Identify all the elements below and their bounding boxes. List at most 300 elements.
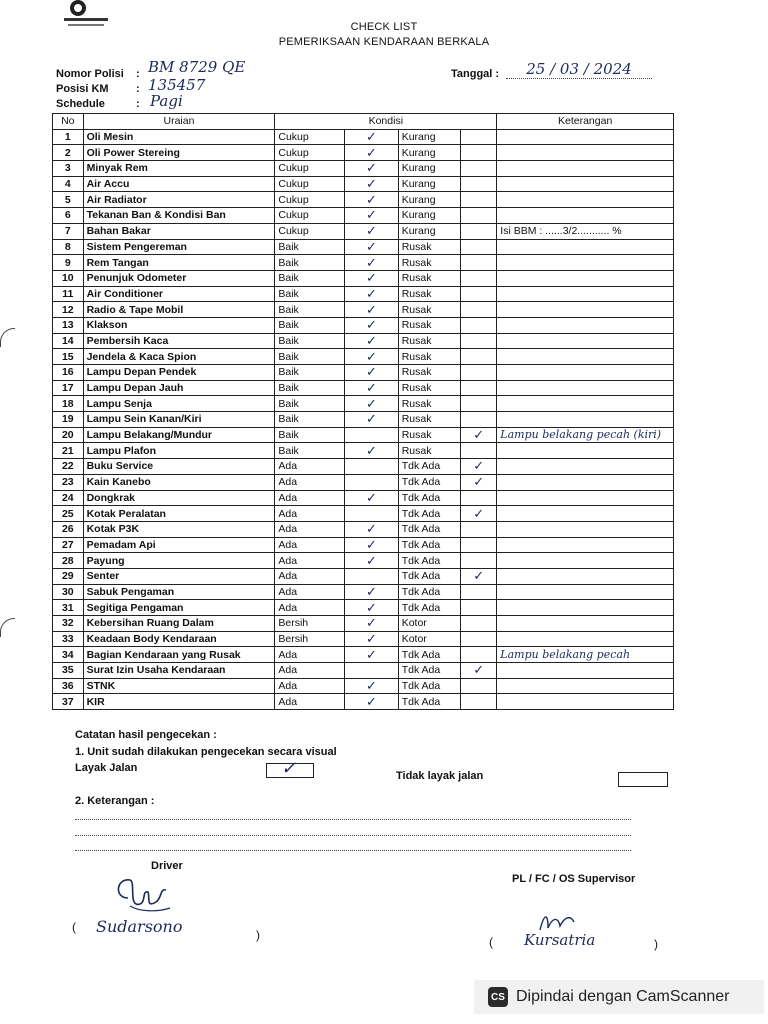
row-bad-label: Tdk Ada [398, 694, 460, 710]
row-bad-label: Tdk Ada [398, 537, 460, 553]
row-bad-check[interactable] [461, 270, 497, 286]
row-keterangan [497, 349, 674, 365]
table-row [53, 553, 674, 569]
driver-close-paren: ) [256, 928, 260, 942]
row-number: 15 [53, 349, 84, 365]
posisi-km-label: Posisi KM [56, 83, 109, 95]
row-good-check[interactable]: ✓ [345, 239, 399, 255]
row-good-check[interactable]: ✓ [345, 396, 399, 412]
camscanner-watermark [474, 980, 764, 1014]
table-row [53, 208, 674, 224]
table-row [53, 584, 674, 600]
row-item: Air Accu [83, 176, 275, 192]
row-bad-label: Rusak [398, 286, 460, 302]
row-bad-check[interactable] [461, 521, 497, 537]
row-good-check[interactable]: ✓ [345, 537, 399, 553]
row-number: 24 [53, 490, 84, 506]
table-row [53, 176, 674, 192]
row-bad-check[interactable] [461, 161, 497, 177]
row-bad-label: Tdk Ada [398, 553, 460, 569]
row-item: Sistem Pengereman [83, 239, 275, 255]
row-good-check[interactable]: ✓ [345, 333, 399, 349]
row-bad-label: Kurang [398, 208, 460, 224]
row-good-label: Baik [275, 302, 345, 318]
row-keterangan [497, 286, 674, 302]
row-bad-check[interactable]: ✓ [461, 663, 497, 679]
row-good-check[interactable]: ✓ [345, 270, 399, 286]
row-number: 32 [53, 616, 84, 632]
punch-mark-top [0, 328, 15, 347]
row-bad-label: Tdk Ada [398, 459, 460, 475]
table-row [53, 521, 674, 537]
row-good-check[interactable]: ✓ [345, 145, 399, 161]
table-row [53, 396, 674, 412]
row-bad-label: Rusak [398, 302, 460, 318]
schedule-label: Schedule [56, 98, 105, 110]
table-row [53, 365, 674, 381]
row-good-label: Cukup [275, 161, 345, 177]
tanggal-value: 25 / 03 / 2024 [506, 60, 652, 79]
keterangan-line-1 [75, 818, 631, 820]
row-good-check[interactable] [345, 506, 399, 522]
row-keterangan [497, 239, 674, 255]
row-number: 35 [53, 663, 84, 679]
row-good-check[interactable]: ✓ [345, 443, 399, 459]
row-good-check[interactable]: ✓ [345, 616, 399, 632]
row-item: Segitiga Pengaman [83, 600, 275, 616]
row-number: 33 [53, 631, 84, 647]
table-row [53, 129, 674, 145]
supervisor-label: PL / FC / OS Supervisor [512, 873, 636, 885]
row-bad-check[interactable] [461, 443, 497, 459]
row-good-label: Ada [275, 459, 345, 475]
row-bad-label: Kurang [398, 176, 460, 192]
table-row [53, 145, 674, 161]
row-bad-label: Kurang [398, 223, 460, 239]
tidak-layak-checkbox[interactable] [618, 772, 668, 787]
row-bad-label: Rusak [398, 255, 460, 271]
row-number: 1 [53, 129, 84, 145]
row-bad-label: Tdk Ada [398, 474, 460, 490]
row-number: 20 [53, 427, 84, 443]
row-bad-check[interactable] [461, 145, 497, 161]
row-keterangan [497, 694, 674, 710]
row-bad-check[interactable] [461, 412, 497, 428]
row-number: 28 [53, 553, 84, 569]
row-item: Sabuk Pengaman [83, 584, 275, 600]
row-bad-label: Rusak [398, 270, 460, 286]
row-bad-check[interactable] [461, 694, 497, 710]
schedule-colon: : [136, 98, 140, 110]
row-keterangan [497, 380, 674, 396]
checklist-table [52, 113, 674, 710]
row-good-label: Baik [275, 427, 345, 443]
row-bad-check[interactable] [461, 302, 497, 318]
table-row [53, 474, 674, 490]
row-keterangan [497, 663, 674, 679]
keterangan-label: 2. Keterangan : [75, 795, 155, 807]
row-number: 11 [53, 286, 84, 302]
row-bad-label: Kotor [398, 616, 460, 632]
row-bad-label: Kurang [398, 192, 460, 208]
punch-mark-bottom [0, 618, 15, 637]
row-bad-label: Kotor [398, 631, 460, 647]
table-row [53, 694, 674, 710]
row-keterangan: Lampu belakang pecah (kiri) [497, 427, 674, 443]
table-row [53, 349, 674, 365]
row-good-check[interactable]: ✓ [345, 161, 399, 177]
row-bad-check[interactable] [461, 286, 497, 302]
row-good-check[interactable]: ✓ [345, 412, 399, 428]
posisi-km-value: 135457 [148, 76, 206, 94]
row-number: 17 [53, 380, 84, 396]
row-good-label: Cukup [275, 129, 345, 145]
row-number: 7 [53, 223, 84, 239]
row-keterangan [497, 568, 674, 584]
row-keterangan [497, 396, 674, 412]
row-bad-check[interactable] [461, 647, 497, 663]
row-good-label: Cukup [275, 208, 345, 224]
row-good-check[interactable] [345, 474, 399, 490]
driver-signature-icon [110, 868, 190, 918]
row-number: 6 [53, 208, 84, 224]
row-keterangan [497, 365, 674, 381]
row-item: Air Conditioner [83, 286, 275, 302]
row-bad-label: Rusak [398, 396, 460, 412]
row-bad-label: Kurang [398, 129, 460, 145]
nomor-polisi-label: Nomor Polisi [56, 68, 124, 80]
row-number: 25 [53, 506, 84, 522]
row-good-label: Ada [275, 521, 345, 537]
row-item: Lampu Senja [83, 396, 275, 412]
row-good-label: Ada [275, 568, 345, 584]
row-keterangan [497, 208, 674, 224]
row-good-check[interactable]: ✓ [345, 521, 399, 537]
row-bad-label: Tdk Ada [398, 584, 460, 600]
row-item: Minyak Rem [83, 161, 275, 177]
row-bad-label: Rusak [398, 427, 460, 443]
row-bad-check[interactable]: ✓ [461, 506, 497, 522]
table-row [53, 223, 674, 239]
row-item: Payung [83, 553, 275, 569]
row-good-check[interactable]: ✓ [345, 584, 399, 600]
row-good-label: Ada [275, 694, 345, 710]
row-bad-check[interactable] [461, 349, 497, 365]
row-bad-label: Rusak [398, 333, 460, 349]
row-bad-check[interactable] [461, 223, 497, 239]
row-bad-label: Rusak [398, 365, 460, 381]
row-good-check[interactable] [345, 427, 399, 443]
row-bad-check[interactable] [461, 616, 497, 632]
table-row [53, 270, 674, 286]
row-bad-check[interactable] [461, 129, 497, 145]
row-good-label: Ada [275, 663, 345, 679]
row-item: Dongkrak [83, 490, 275, 506]
row-bad-check[interactable] [461, 333, 497, 349]
row-keterangan [497, 145, 674, 161]
row-good-check[interactable]: ✓ [345, 176, 399, 192]
row-good-check[interactable]: ✓ [345, 317, 399, 333]
header-kondisi: Kondisi [275, 114, 497, 130]
row-number: 16 [53, 365, 84, 381]
row-keterangan [497, 537, 674, 553]
row-bad-check[interactable]: ✓ [461, 427, 497, 443]
row-bad-label: Rusak [398, 412, 460, 428]
row-number: 21 [53, 443, 84, 459]
row-item: Lampu Plafon [83, 443, 275, 459]
row-good-label: Ada [275, 647, 345, 663]
table-header-row [53, 114, 674, 130]
row-bad-check[interactable] [461, 584, 497, 600]
row-good-check[interactable]: ✓ [345, 208, 399, 224]
row-keterangan [497, 176, 674, 192]
row-good-check[interactable] [345, 568, 399, 584]
nomor-polisi-value: BM 8729 QE [148, 58, 246, 76]
row-bad-check[interactable] [461, 192, 497, 208]
row-good-label: Ada [275, 490, 345, 506]
table-row [53, 239, 674, 255]
layak-jalan-checkbox[interactable] [266, 758, 314, 779]
row-bad-check[interactable] [461, 208, 497, 224]
row-good-check[interactable]: ✓ [345, 600, 399, 616]
row-item: Oli Power Stereing [83, 145, 275, 161]
row-bad-check[interactable] [461, 365, 497, 381]
table-row [53, 255, 674, 271]
row-bad-check[interactable]: ✓ [461, 459, 497, 475]
posisi-km-colon: : [136, 83, 140, 95]
row-number: 31 [53, 600, 84, 616]
row-bad-label: Rusak [398, 239, 460, 255]
row-good-label: Baik [275, 255, 345, 271]
row-number: 27 [53, 537, 84, 553]
row-good-check[interactable] [345, 663, 399, 679]
row-good-label: Cukup [275, 145, 345, 161]
row-keterangan [497, 302, 674, 318]
row-item: Kain Kanebo [83, 474, 275, 490]
row-item: Rem Tangan [83, 255, 275, 271]
row-good-check[interactable]: ✓ [345, 490, 399, 506]
table-row [53, 161, 674, 177]
row-number: 19 [53, 412, 84, 428]
table-row [53, 678, 674, 694]
row-number: 12 [53, 302, 84, 318]
driver-name: Sudarsono [96, 917, 183, 936]
row-number: 13 [53, 317, 84, 333]
row-item: Bahan Bakar [83, 223, 275, 239]
row-bad-label: Tdk Ada [398, 506, 460, 522]
table-row [53, 427, 674, 443]
driver-open-paren: ( [72, 920, 76, 934]
row-bad-check[interactable] [461, 176, 497, 192]
row-number: 34 [53, 647, 84, 663]
row-good-check[interactable]: ✓ [345, 349, 399, 365]
row-bad-label: Rusak [398, 443, 460, 459]
row-item: Senter [83, 568, 275, 584]
row-keterangan [497, 255, 674, 271]
row-good-label: Baik [275, 380, 345, 396]
row-number: 23 [53, 474, 84, 490]
row-number: 18 [53, 396, 84, 412]
row-bad-check[interactable]: ✓ [461, 568, 497, 584]
row-bad-label: Kurang [398, 145, 460, 161]
row-bad-check[interactable] [461, 537, 497, 553]
row-bad-check[interactable] [461, 600, 497, 616]
row-good-label: Ada [275, 678, 345, 694]
table-row [53, 506, 674, 522]
table-row [53, 380, 674, 396]
row-bad-label: Rusak [398, 349, 460, 365]
table-row [53, 286, 674, 302]
table-row [53, 443, 674, 459]
row-keterangan [497, 521, 674, 537]
row-bad-label: Tdk Ada [398, 600, 460, 616]
row-item: Radio & Tape Mobil [83, 302, 275, 318]
row-bad-check[interactable] [461, 678, 497, 694]
row-good-check[interactable]: ✓ [345, 192, 399, 208]
row-item: KIR [83, 694, 275, 710]
row-bad-label: Tdk Ada [398, 663, 460, 679]
row-good-check[interactable]: ✓ [345, 694, 399, 710]
row-good-label: Ada [275, 584, 345, 600]
row-keterangan [497, 490, 674, 506]
row-bad-check[interactable] [461, 631, 497, 647]
row-keterangan [497, 161, 674, 177]
row-good-check[interactable]: ✓ [345, 647, 399, 663]
row-item: Oli Mesin [83, 129, 275, 145]
row-good-label: Baik [275, 443, 345, 459]
tanggal-label: Tanggal : [451, 68, 500, 80]
row-number: 8 [53, 239, 84, 255]
table-row [53, 663, 674, 679]
notes-title: Catatan hasil pengecekan : [75, 729, 217, 741]
row-keterangan [497, 317, 674, 333]
row-keterangan: Lampu belakang pecah [497, 647, 674, 663]
row-item: Lampu Sein Kanan/Kiri [83, 412, 275, 428]
row-number: 3 [53, 161, 84, 177]
row-bad-label: Tdk Ada [398, 678, 460, 694]
row-bad-check[interactable] [461, 239, 497, 255]
row-good-label: Baik [275, 412, 345, 428]
row-good-check[interactable]: ✓ [345, 380, 399, 396]
row-good-label: Baik [275, 365, 345, 381]
row-bad-check[interactable] [461, 317, 497, 333]
row-good-label: Ada [275, 553, 345, 569]
row-item: Pembersih Kaca [83, 333, 275, 349]
row-bad-label: Kurang [398, 161, 460, 177]
row-good-label: Baik [275, 270, 345, 286]
row-keterangan [497, 412, 674, 428]
row-good-label: Baik [275, 333, 345, 349]
row-item: Lampu Belakang/Mundur [83, 427, 275, 443]
row-item: Air Radiator [83, 192, 275, 208]
row-keterangan [497, 474, 674, 490]
row-good-label: Ada [275, 474, 345, 490]
row-good-check[interactable]: ✓ [345, 129, 399, 145]
row-item: Surat Izin Usaha Kendaraan [83, 663, 275, 679]
row-item: Klakson [83, 317, 275, 333]
row-good-check[interactable]: ✓ [345, 631, 399, 647]
row-item: Kebersihan Ruang Dalam [83, 616, 275, 632]
row-keterangan: Isi BBM : ......3/2........... % [497, 223, 674, 239]
row-keterangan [497, 553, 674, 569]
row-keterangan [497, 443, 674, 459]
keterangan-line-3 [75, 849, 631, 851]
table-row [53, 490, 674, 506]
title-line-1: CHECK LIST [350, 21, 418, 33]
header-uraian: Uraian [83, 114, 275, 130]
row-bad-label: Tdk Ada [398, 568, 460, 584]
table-row [53, 412, 674, 428]
row-good-label: Cukup [275, 223, 345, 239]
row-number: 9 [53, 255, 84, 271]
table-row [53, 631, 674, 647]
row-bad-check[interactable]: ✓ [461, 474, 497, 490]
layak-jalan-check: ✓ [281, 758, 297, 779]
supervisor-open-paren: ( [489, 935, 493, 949]
row-good-label: Baik [275, 317, 345, 333]
row-bad-check[interactable] [461, 255, 497, 271]
row-good-check[interactable]: ✓ [345, 678, 399, 694]
row-keterangan [497, 600, 674, 616]
row-good-check[interactable]: ✓ [345, 302, 399, 318]
document-title [0, 20, 768, 50]
row-number: 29 [53, 568, 84, 584]
camscanner-text: Dipindai dengan CamScanner [516, 988, 730, 1005]
row-good-check[interactable]: ✓ [345, 553, 399, 569]
row-good-label: Baik [275, 396, 345, 412]
supervisor-close-paren: ) [654, 937, 658, 951]
row-item: Kotak P3K [83, 521, 275, 537]
row-good-check[interactable]: ✓ [345, 223, 399, 239]
row-number: 4 [53, 176, 84, 192]
row-bad-check[interactable] [461, 396, 497, 412]
row-keterangan [497, 506, 674, 522]
row-good-label: Ada [275, 600, 345, 616]
row-number: 26 [53, 521, 84, 537]
row-item: Jendela & Kaca Spion [83, 349, 275, 365]
table-row [53, 647, 674, 663]
row-bad-check[interactable] [461, 553, 497, 569]
row-keterangan [497, 631, 674, 647]
row-keterangan [497, 192, 674, 208]
row-good-check[interactable] [345, 459, 399, 475]
row-keterangan [497, 459, 674, 475]
nomor-polisi-colon: : [136, 68, 140, 80]
driver-label: Driver [151, 860, 183, 872]
row-bad-check[interactable] [461, 380, 497, 396]
row-item: Tekanan Ban & Kondisi Ban [83, 208, 275, 224]
notes-line-1: 1. Unit sudah dilakukan pengecekan secara visual [75, 746, 337, 758]
table-row [53, 459, 674, 475]
row-item: Penunjuk Odometer [83, 270, 275, 286]
title-line-2: PEMERIKSAAN KENDARAAN BERKALA [278, 36, 490, 48]
header-no: No [53, 114, 84, 130]
row-good-check[interactable]: ✓ [345, 286, 399, 302]
row-good-check[interactable]: ✓ [345, 255, 399, 271]
row-number: 14 [53, 333, 84, 349]
row-bad-label: Rusak [398, 317, 460, 333]
row-bad-check[interactable] [461, 490, 497, 506]
row-good-check[interactable]: ✓ [345, 365, 399, 381]
header-keterangan: Keterangan [497, 114, 674, 130]
row-item: Keadaan Body Kendaraan [83, 631, 275, 647]
row-good-label: Cukup [275, 176, 345, 192]
row-number: 36 [53, 678, 84, 694]
schedule-value: Pagi [150, 92, 183, 110]
row-item: Bagian Kendaraan yang Rusak [83, 647, 275, 663]
supervisor-name: Kursatria [524, 931, 596, 949]
row-keterangan [497, 270, 674, 286]
